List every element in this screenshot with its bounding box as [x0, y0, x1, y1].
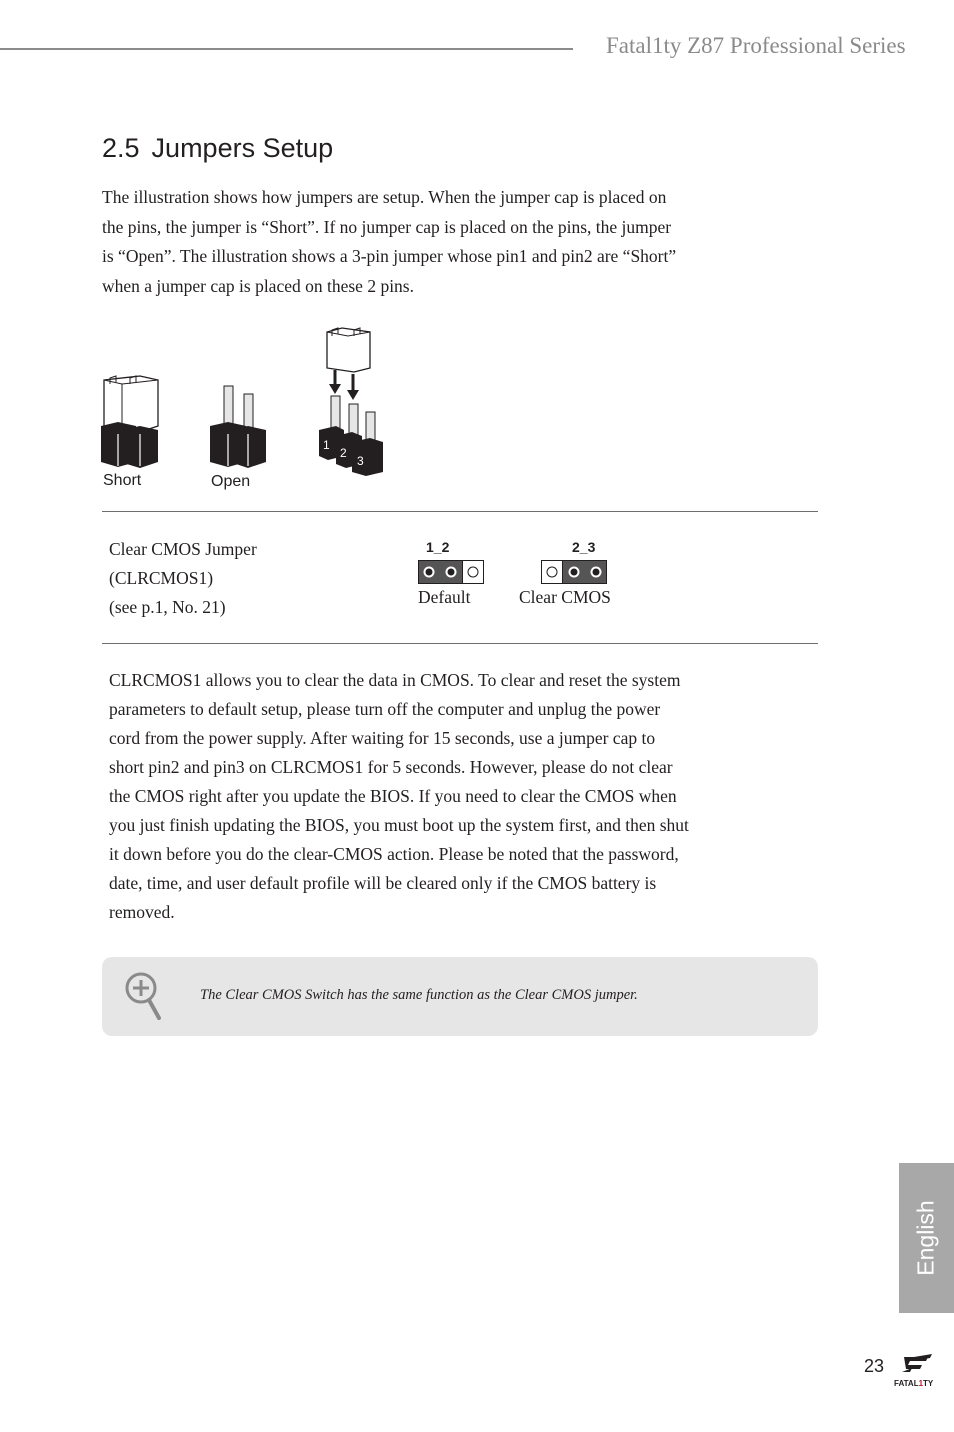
description-line: the CMOS right after you update the BIOS. If you need to clear the CMOS when	[109, 786, 677, 806]
pin-number-2: 2	[340, 446, 347, 460]
clear-pins-label: 2_3	[572, 539, 596, 555]
short-label: Short	[103, 472, 142, 489]
section-title-text: Jumpers Setup	[151, 133, 334, 163]
pin-number-1: 1	[323, 438, 330, 452]
description-paragraph	[109, 666, 769, 927]
three-pin-jumper-figure	[319, 328, 383, 476]
default-pin-diagram	[418, 560, 484, 584]
magnifier-plus-icon	[124, 971, 164, 1023]
intro-paragraph	[102, 183, 762, 301]
open-label: Open	[211, 473, 251, 490]
default-pins-label: 1_2	[426, 539, 450, 555]
jumper-illustration	[96, 322, 396, 497]
intro-line: the pins, the jumper is “Short”. If no jumper cap is placed on the pins, the jumper	[102, 216, 672, 237]
jumper-name-line: (CLRCMOS1)	[109, 568, 214, 588]
pin-number-3: 3	[357, 454, 364, 468]
language-tab-label: English	[912, 1200, 939, 1276]
intro-line: The illustration shows how jumpers are setup. When the jumper cap is placed on	[102, 187, 667, 207]
description-line: parameters to default setup, please turn off the computer and unplug the power	[109, 699, 661, 719]
section-title	[102, 133, 333, 164]
jumper-diagram	[96, 322, 396, 482]
section-number: 2.5	[102, 133, 140, 163]
default-caption: Default	[418, 587, 471, 607]
series-title: Fatal1ty Z87 Professional Series	[606, 33, 906, 58]
fatal1ty-logo	[892, 1354, 942, 1390]
note-text: The Clear CMOS Switch has the same function as the Clear CMOS jumper.	[200, 987, 638, 1003]
description-line: cord from the power supply. After waiting for 15 seconds, use a jumper cap to	[109, 728, 656, 748]
jumper-name-line: (see p.1, No. 21)	[109, 597, 226, 617]
intro-line: is “Open”. The illustration shows a 3-pin jumper whose pin1 and pin2 are “Short”	[102, 246, 677, 266]
description-line: it down before you do the clear-CMOS action. Please be noted that the password,	[109, 844, 679, 864]
intro-line: when a jumper cap is placed on these 2 pins.	[102, 275, 414, 296]
page-number: 23	[864, 1356, 885, 1376]
description-line: removed.	[109, 902, 175, 922]
header-rule	[0, 48, 573, 50]
clear-cmos-pin-diagram	[541, 560, 607, 584]
logo-lettering: FATAL1TY	[894, 1379, 934, 1388]
description-line: date, time, and user default profile will be cleared only if the CMOS battery is	[109, 873, 657, 893]
open-jumper-figure	[210, 386, 266, 468]
description-line: you just finish updating the BIOS, you must boot up the system first, and then shut	[109, 815, 689, 835]
language-tab	[899, 1163, 954, 1313]
jumper-name-line: Clear CMOS Jumper	[109, 539, 257, 559]
clear-cmos-caption: Clear CMOS	[519, 587, 611, 607]
description-line: short pin2 and pin3 on CLRCMOS1 for 5 seconds. However, please do not clear	[109, 757, 673, 777]
table-bottom-rule	[102, 643, 818, 644]
jumper-name	[109, 535, 257, 622]
table-top-rule	[102, 511, 818, 512]
description-line: CLRCMOS1 allows you to clear the data in CMOS. To clear and reset the system	[109, 670, 681, 690]
short-jumper-figure	[101, 376, 158, 468]
note-box	[102, 957, 818, 1036]
